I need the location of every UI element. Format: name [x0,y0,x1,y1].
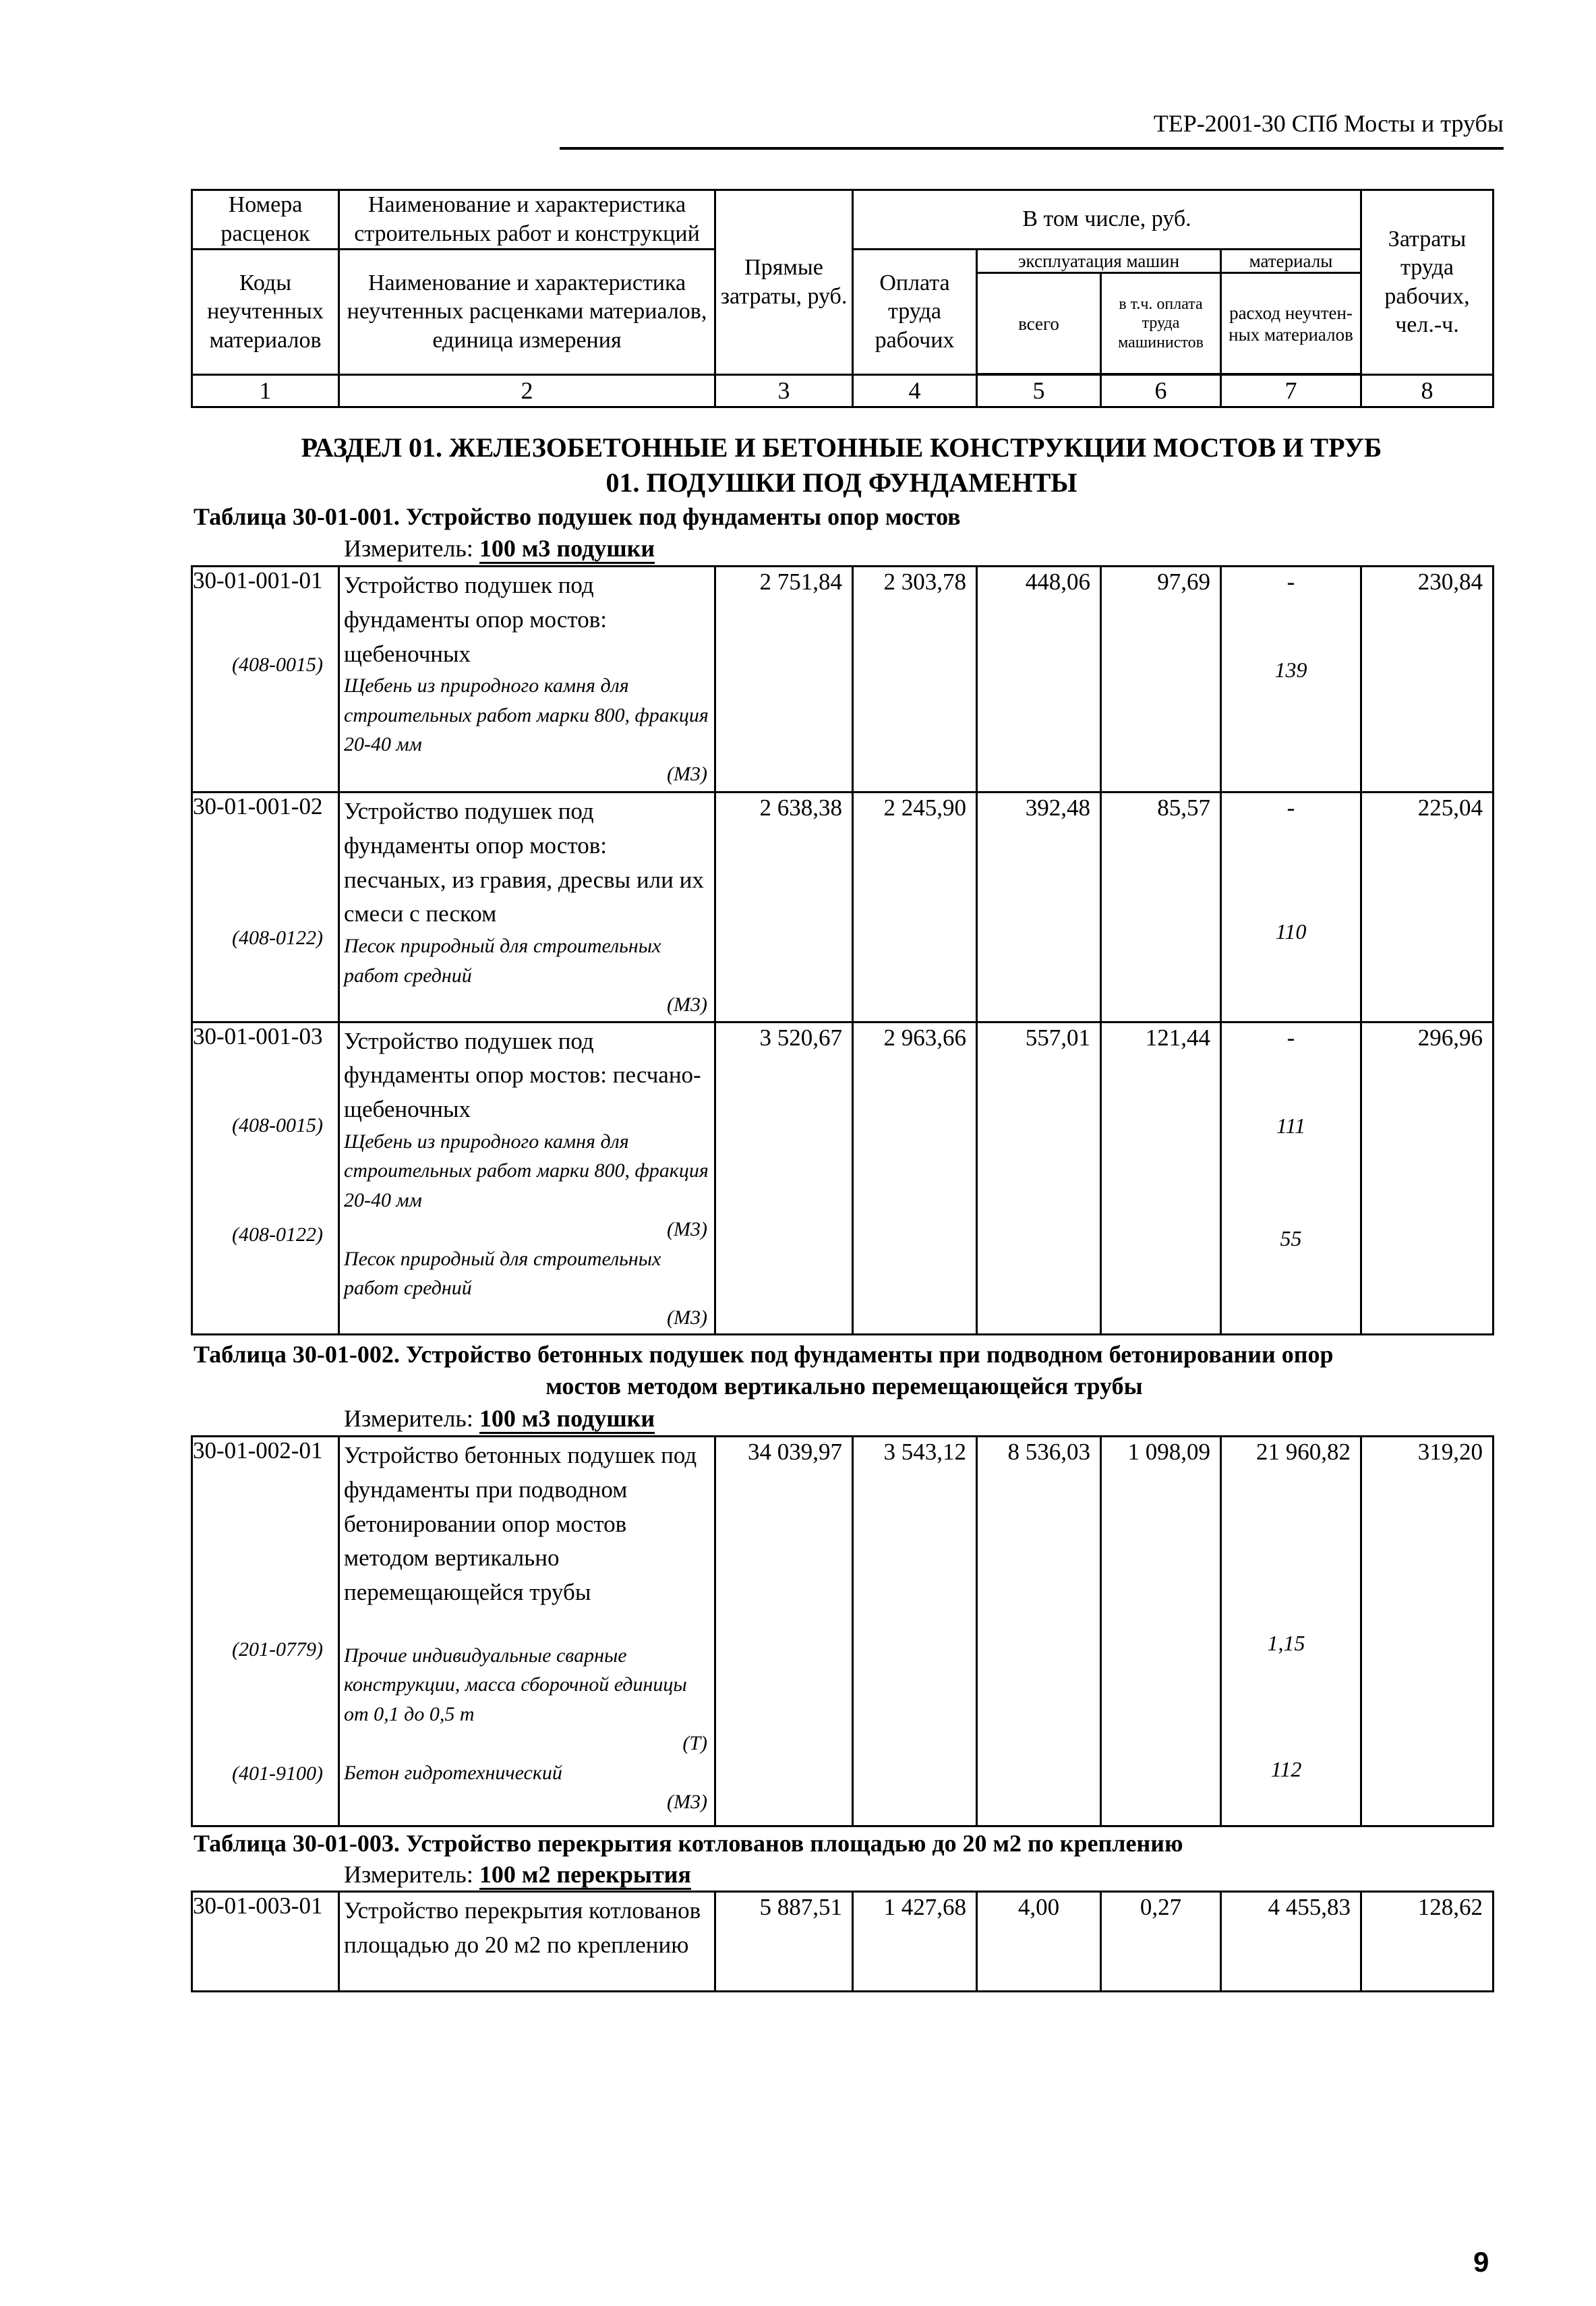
header-machines: эксплуатация машин [977,250,1221,273]
header-worker-pay: Оплата труда рабочих [853,250,977,375]
worker-pay: 2 303,78 [853,567,977,792]
table2-meter [344,1404,655,1433]
col-number-1: 1 [192,375,339,407]
worker-pay: 1 427,68 [853,1892,977,1992]
material-unit: (М3) [667,993,707,1016]
meter-value: 100 м2 перекрытия [479,1861,691,1890]
direct-cost: 34 039,97 [715,1437,853,1826]
table1-title: Таблица 30-01-001. Устройство подушек под фундаменты опор мостов [194,503,961,530]
direct-cost: 3 520,67 [715,1022,853,1335]
rate-code-cell [192,567,339,792]
material-code: (408-0015) [232,1114,323,1136]
machines-total: 557,01 [977,1022,1101,1335]
header-material-consumption: расход неучтен-ных материалов [1221,273,1361,374]
table2-title [194,1339,1495,1402]
machines-total: 392,48 [977,792,1101,1022]
header-work-name: Наименование и характеристика строительных работ и конструкций [339,190,715,250]
table2 [191,1435,1494,1827]
rate-code: 30-01-003-01 [192,1892,339,1992]
material-qty: 55 [1280,1226,1302,1250]
direct-cost: 2 751,84 [715,567,853,792]
labor-hours: 128,62 [1361,1892,1494,1992]
material-qty: 139 [1274,658,1307,682]
worker-pay: 3 543,12 [853,1437,977,1826]
rate-name-cell [339,1022,715,1335]
meter-label: Измеритель: [344,1405,473,1432]
rate-code-cell [192,1022,339,1335]
material-code: (408-0122) [232,927,323,949]
rate-name-cell [339,792,715,1022]
labor-hours: 230,84 [1361,567,1494,792]
header-machines-total: всего [977,273,1101,374]
header-labor-hours: Затраты труда рабочих, чел.-ч. [1361,190,1494,375]
material-code: (401-9100) [232,1762,323,1785]
rate-code-cell [192,792,339,1022]
col-number-5: 5 [977,375,1101,407]
header-rule [560,147,1504,150]
rate-name: Устройство подушек под фундаменты опор мостов: щебеночных [344,572,607,667]
table2-title-line1: Таблица 30-01-002. Устройство бетонных подушек под фундаменты при подводном бетонировании опор [194,1341,1334,1368]
header-rate-numbers: Номера расценок [192,190,339,250]
table3-meter [344,1860,691,1889]
rate-name: Устройство подушек под фундаменты опор мостов: песчано-щебеночных [344,1027,701,1122]
materials-cell [1221,792,1361,1022]
material-code: (201-0779) [232,1638,323,1661]
materials-cost: - [1287,1024,1295,1051]
header-material-names: Наименование и характеристика неучтенных расценками материалов, единица измерения [339,250,715,375]
meter-label: Измеритель: [344,535,473,562]
meter-value: 100 м3 подушки [479,535,655,564]
material-code: (408-0015) [232,654,323,676]
table3 [191,1891,1494,1992]
table1-meter [344,534,655,563]
meter-label: Измеритель: [344,1861,473,1888]
operator-pay: 97,69 [1101,567,1221,792]
col-number-3: 3 [715,375,853,407]
header-operator-pay: в т.ч. оплата труда машинистов [1101,273,1221,374]
table2-title-line2: мостов методом вертикально перемещающейся трубы [545,1372,1143,1400]
rate-code: 30-01-001-03 [193,1022,323,1049]
table3-title: Таблица 30-01-003. Устройство перекрытия котлованов площадью до 20 м2 по креплению [194,1830,1183,1857]
material-name: Бетон гидротехнический [344,1761,562,1784]
machines-total: 448,06 [977,567,1101,792]
operator-pay: 0,27 [1101,1892,1221,1992]
material-code: (408-0122) [232,1223,323,1246]
col-number-8: 8 [1361,375,1494,407]
header-materials: материалы [1221,250,1361,273]
material-qty: 111 [1276,1113,1306,1138]
col-number-6: 6 [1101,375,1221,407]
table-row [192,1022,1494,1335]
labor-hours: 319,20 [1361,1437,1494,1826]
material-qty: 112 [1270,1757,1302,1781]
meter-value: 100 м3 подушки [479,1405,655,1434]
rate-name: Устройство бетонных подушек под фундаменты при подводном бетонировании опор мостов методом вертикально перемещающейся трубы [344,1442,697,1605]
material-unit: (М3) [667,1306,707,1329]
material-name: Песок природный для строительных работ средний [344,1247,661,1300]
rate-code: 30-01-001-02 [193,793,323,819]
rate-code: 30-01-001-01 [193,567,323,594]
materials-cost: - [1287,569,1295,595]
material-name: Щебень из природного камня для строительных работ марки 800, фракция 20-40 мм [344,674,709,756]
materials-cell [1221,1022,1361,1335]
table-row [192,1437,1494,1826]
material-name: Прочие индивидуальные сварные конструкции, масса сборочной единицы от 0,1 до 0,5 т [344,1644,687,1725]
machines-total: 8 536,03 [977,1437,1101,1826]
machines-total: 4,00 [977,1892,1101,1992]
material-qty: 1,15 [1267,1631,1305,1655]
operator-pay: 121,44 [1101,1022,1221,1335]
page-number: 9 [1473,2246,1489,2278]
material-name: Песок природный для строительных работ средний [344,935,661,987]
labor-hours: 296,96 [1361,1022,1494,1335]
material-unit: (М3) [667,762,707,785]
material-unit: (М3) [667,1218,707,1241]
materials-cell [1221,567,1361,792]
material-unit: (Т) [682,1732,707,1755]
rate-name-cell [339,1437,715,1826]
material-qty: 110 [1275,919,1307,944]
column-header-table [191,189,1494,408]
header-including: В том числе, руб. [853,190,1361,250]
operator-pay: 85,57 [1101,792,1221,1022]
direct-cost: 2 638,38 [715,792,853,1022]
running-header: ТЕР-2001-30 СПб Мосты и трубы [1153,110,1504,137]
table-row [192,792,1494,1022]
table-row [192,567,1494,792]
col-number-4: 4 [853,375,977,407]
rate-code: 30-01-002-01 [193,1437,323,1464]
section-title: РАЗДЕЛ 01. ЖЕЛЕЗОБЕТОННЫЕ И БЕТОННЫЕ КОНСТРУКЦИИ МОСТОВ И ТРУБ [301,432,1382,463]
worker-pay: 2 963,66 [853,1022,977,1335]
labor-hours: 225,04 [1361,792,1494,1022]
materials-cost: 21 960,82 [1256,1439,1351,1465]
materials-cost: - [1287,795,1295,821]
materials-cell [1221,1437,1361,1826]
rate-code-cell [192,1437,339,1826]
materials-cost: 4 455,83 [1221,1892,1361,1992]
material-name: Щебень из природного камня для строительных работ марки 800, фракция 20-40 мм [344,1130,709,1211]
header-direct-costs: Прямые затраты, руб. [715,190,853,375]
subsection-title: 01. ПОДУШКИ ПОД ФУНДАМЕНТЫ [605,467,1077,498]
header-material-codes: Коды неучтенных материалов [192,250,339,375]
table-row [192,1892,1494,1992]
rate-name-cell [339,567,715,792]
operator-pay: 1 098,09 [1101,1437,1221,1826]
rate-name: Устройство перекрытия котлованов площадью до 20 м2 по креплению [339,1892,715,1992]
col-number-2: 2 [339,375,715,407]
direct-cost: 5 887,51 [715,1892,853,1992]
rate-name: Устройство подушек под фундаменты опор мостов: песчаных, из гравия, дресвы или их смеси с песком [344,798,704,927]
material-unit: (М3) [667,1791,707,1814]
table1 [191,565,1494,1335]
col-number-7: 7 [1221,375,1361,407]
worker-pay: 2 245,90 [853,792,977,1022]
